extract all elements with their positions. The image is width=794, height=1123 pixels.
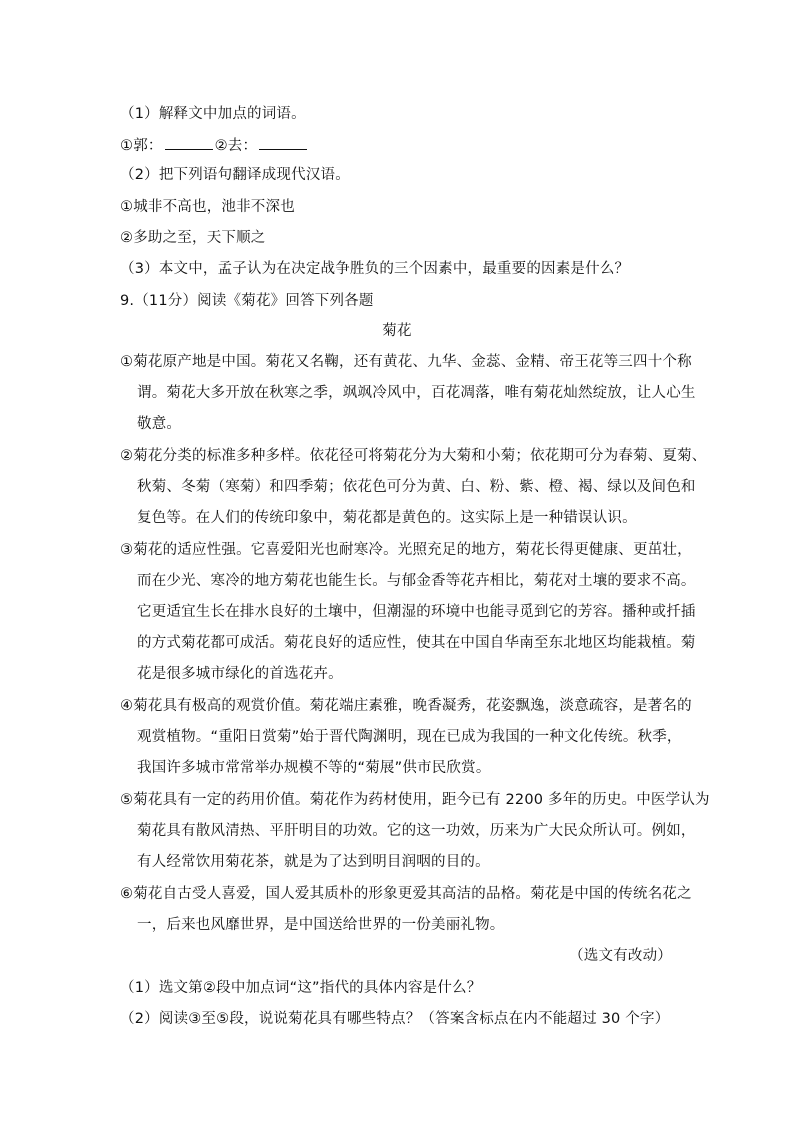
passage-title: 菊花 <box>382 323 412 339</box>
question-3: （3）本文中，孟子认为在决定战争胜负的三个因素中，最重要的因素是什么？ <box>120 261 630 277</box>
adaptation-note: （选文有改动） <box>569 948 672 964</box>
paragraph-6-line: 一，后来也风靡世界，是中国送给世界的一份美丽礼物。 <box>137 917 505 933</box>
paragraph-2-line: 秋菊、冬菊（寒菊）和四季菊；依花色可分为黄、白、粉、紫、橙、褐、绿以及间色和 <box>137 479 696 495</box>
question-2: （2）把下列语句翻译成现代汉语。 <box>120 167 350 183</box>
paragraph-5-line: 菊花具有散风清热、平肝明目的功效。它的这一功效，历来为广大民众所认可。例如， <box>137 823 696 839</box>
paragraph-5-line: ⑤菊花具有一定的药用价值。菊花作为药材使用，距今已有 2200 多年的历史。中医学认为 <box>120 792 710 808</box>
paragraph-2-line: ②菊花分类的标准多种多样。依花径可将菊花分为大菊和小菊；依花期可分为春菊、夏菊、 <box>120 448 707 464</box>
blank-2-label: ②去： <box>214 138 258 154</box>
paragraph-5-line: 有人经常饮用菊花茶，就是为了达到明目润咽的目的。 <box>137 854 490 870</box>
paragraph-4-line: 观赏植物。“重阳日赏菊”始于晋代陶渊明，现在已成为我国的一种文化传统。秋季， <box>137 729 682 745</box>
paragraph-3-line: 花是很多城市绿化的首选花卉。 <box>137 666 343 682</box>
paragraph-3-line: 的方式菊花都可成活。菊花良好的适应性，使其在中国自华南至东北地区均能栽植。菊 <box>137 635 696 651</box>
paragraph-1-line: ①菊花原产地是中国。菊花又名鞠，还有黄花、九华、金蕊、金精、帝王花等三四十个称 <box>120 354 692 370</box>
paragraph-1-line: 敬意。 <box>137 416 182 432</box>
blank-1-label: ①郭： <box>120 138 163 154</box>
paragraph-3-line: ③菊花的适应性强。它喜爱阳光也耐寒冷。光照充足的地方，菊花长得更健康、更茁壮， <box>120 542 692 558</box>
sub-question-2: （2）阅读③至⑤段，说说菊花具有哪些特点？（答案含标点在内不能超过 30 个字） <box>120 1011 670 1027</box>
paragraph-4-line: 我国许多城市常常举办规模不等的“菊展”供市民欣赏。 <box>137 760 491 776</box>
section-9-heading: 9.（11分）阅读《菊花》回答下列各题 <box>120 293 374 309</box>
answer-blank-1[interactable] <box>165 135 213 150</box>
paragraph-2-line: 复色等。在人们的传统印象中，菊花都是黄色的。这实际上是一种错误认识。 <box>137 510 637 526</box>
paragraph-3-line: 它更适宜生长在排水良好的土壤中，但潮湿的环境中也能寻觅到它的芳容。播种或扦插 <box>137 604 696 620</box>
paragraph-1-line: 谓。菊花大多开放在秋寒之季，飒飒冷风中，百花凋落，唯有菊花灿然绽放，让人心生 <box>137 385 696 401</box>
paragraph-3-line: 而在少光、寒冷的地方菊花也能生长。与郁金香等花卉相比，菊花对土壤的要求不高。 <box>137 573 696 589</box>
paragraph-4-line: ④菊花具有极高的观赏价值。菊花端庄素雅，晚香凝秀，花姿飘逸，淡意疏容，是著名的 <box>120 698 692 714</box>
question-2-sentence-1: ①城非不高也，池非不深也 <box>120 199 295 215</box>
question-2-sentence-2: ②多助之至，天下顺之 <box>120 230 266 246</box>
answer-blank-2[interactable] <box>259 135 307 150</box>
paragraph-6-line: ⑥菊花自古受人喜爱，国人爱其质朴的形象更爱其高洁的品格。菊花是中国的传统名花之 <box>120 886 692 902</box>
sub-question-1: （1）选文第②段中加点词“这”指代的具体内容是什么？ <box>120 980 482 996</box>
question-1-blanks <box>120 135 309 156</box>
question-1: （1）解释文中加点的词语。 <box>120 106 306 122</box>
